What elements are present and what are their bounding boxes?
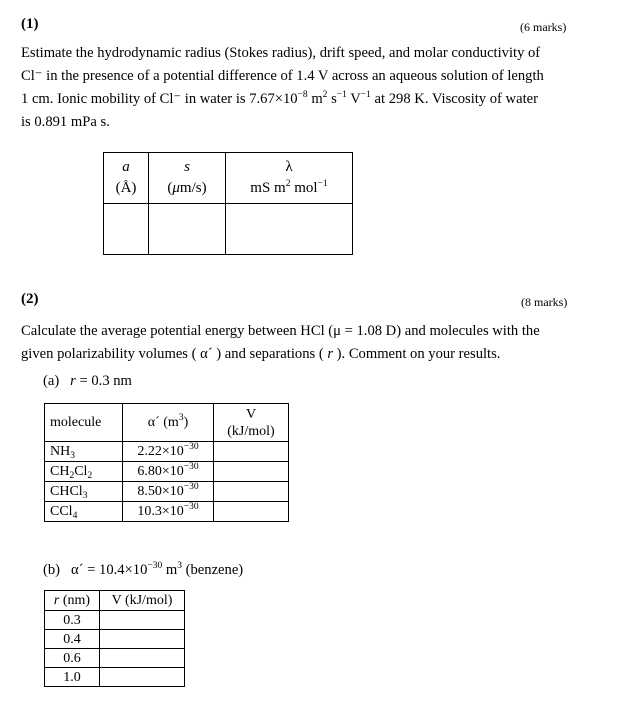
q2-line-2: given polarizability volumes ( α´ ) and separations ( r ). Comment on your results. [21,346,501,362]
table-row [45,649,185,668]
r-value-cell: 0.6 [45,649,100,668]
q2-text [21,320,540,366]
q2-part-a-label: (a) r = 0.3 nm [43,373,132,389]
q2b-header-v: V (kJ/mol) [100,591,185,611]
alpha-cell: $6.80\times 10^{-30}$ [123,462,214,482]
q2b-header-r: r (nm) [45,591,100,611]
q2a-header-molecule: molecule [45,404,123,442]
q1-line-1: Estimate the hydrodynamic radius (Stokes radius), drift speed, and molar conductivity of [21,45,541,61]
r-value-cell: 1.0 [45,668,100,687]
v-answer-cell[interactable] [214,442,289,462]
q1-answer-conductivity-cell[interactable] [226,204,353,255]
q1-marks: (6 marks) [520,20,567,34]
molecule-cell: CHCl$_3$ [45,482,123,502]
table-row [45,462,289,482]
v-answer-cell[interactable] [100,611,185,630]
alpha-cell: $2.22\times 10^{-30}$ [123,442,214,462]
v-answer-cell[interactable] [100,649,185,668]
q1-line-4: is 0.891 mPa s. [21,114,110,130]
q1-number: (1) [21,16,39,32]
q1-col-speed-header: s (μm/s) [149,153,226,204]
table-row [45,502,289,522]
q1-answer-table [103,152,353,255]
molecule-cell: CCl$_4$ [45,502,123,522]
q2-table-b [44,590,185,687]
v-answer-cell[interactable] [100,630,185,649]
r-value-cell: 0.4 [45,630,100,649]
alpha-cell: $8.50\times 10^{-30}$ [123,482,214,502]
q2-number: (2) [21,291,39,307]
v-answer-cell[interactable] [214,502,289,522]
r-value-cell: 0.3 [45,611,100,630]
q2a-header-v: V (kJ/mol) [214,404,289,442]
table-row [45,611,185,630]
alpha-cell: $10.3\times 10^{-30}$ [123,502,214,522]
table-row [45,668,185,687]
table-row [45,442,289,462]
v-answer-cell[interactable] [100,668,185,687]
molecule-cell: $CH_2Cl_2$ [45,462,123,482]
q1-line-3: 1 cm. Ionic mobility of Cl⁻ in water is $7.67\times 10^{-8}$ $m^2$ $s^{-1}$ $V^{-1}$ at 298 K. Viscosity of water [21,90,538,107]
q2-part-b-label: (b) α´ = $10.4\times 10^{-30}$ $m^3$ (benzene) [43,561,244,578]
q1-text [21,42,544,134]
table-row [45,482,289,502]
q2a-header-alpha: α´ $(m^3)$ [123,404,214,442]
q1-answer-speed-cell[interactable] [149,204,226,255]
q2-marks: (8 marks) [521,295,568,309]
q1-line-2: Cl⁻ in the presence of a potential difference of 1.4 V across an aqueous solution of length [21,68,544,84]
v-answer-cell[interactable] [214,462,289,482]
q2-line-1: Calculate the average potential energy between HCl (μ = 1.08 D) and molecules with the [21,323,540,339]
molecule-cell: $NH_3$ [45,442,123,462]
q1-col-radius-header: a (Å) [104,153,149,204]
table-row [45,630,185,649]
q1-col-conductivity-header: λ mS $m^2$ mol$^{-1}$ [226,153,353,204]
v-answer-cell[interactable] [214,482,289,502]
q1-answer-radius-cell[interactable] [104,204,149,255]
q2-table-a [44,403,289,522]
